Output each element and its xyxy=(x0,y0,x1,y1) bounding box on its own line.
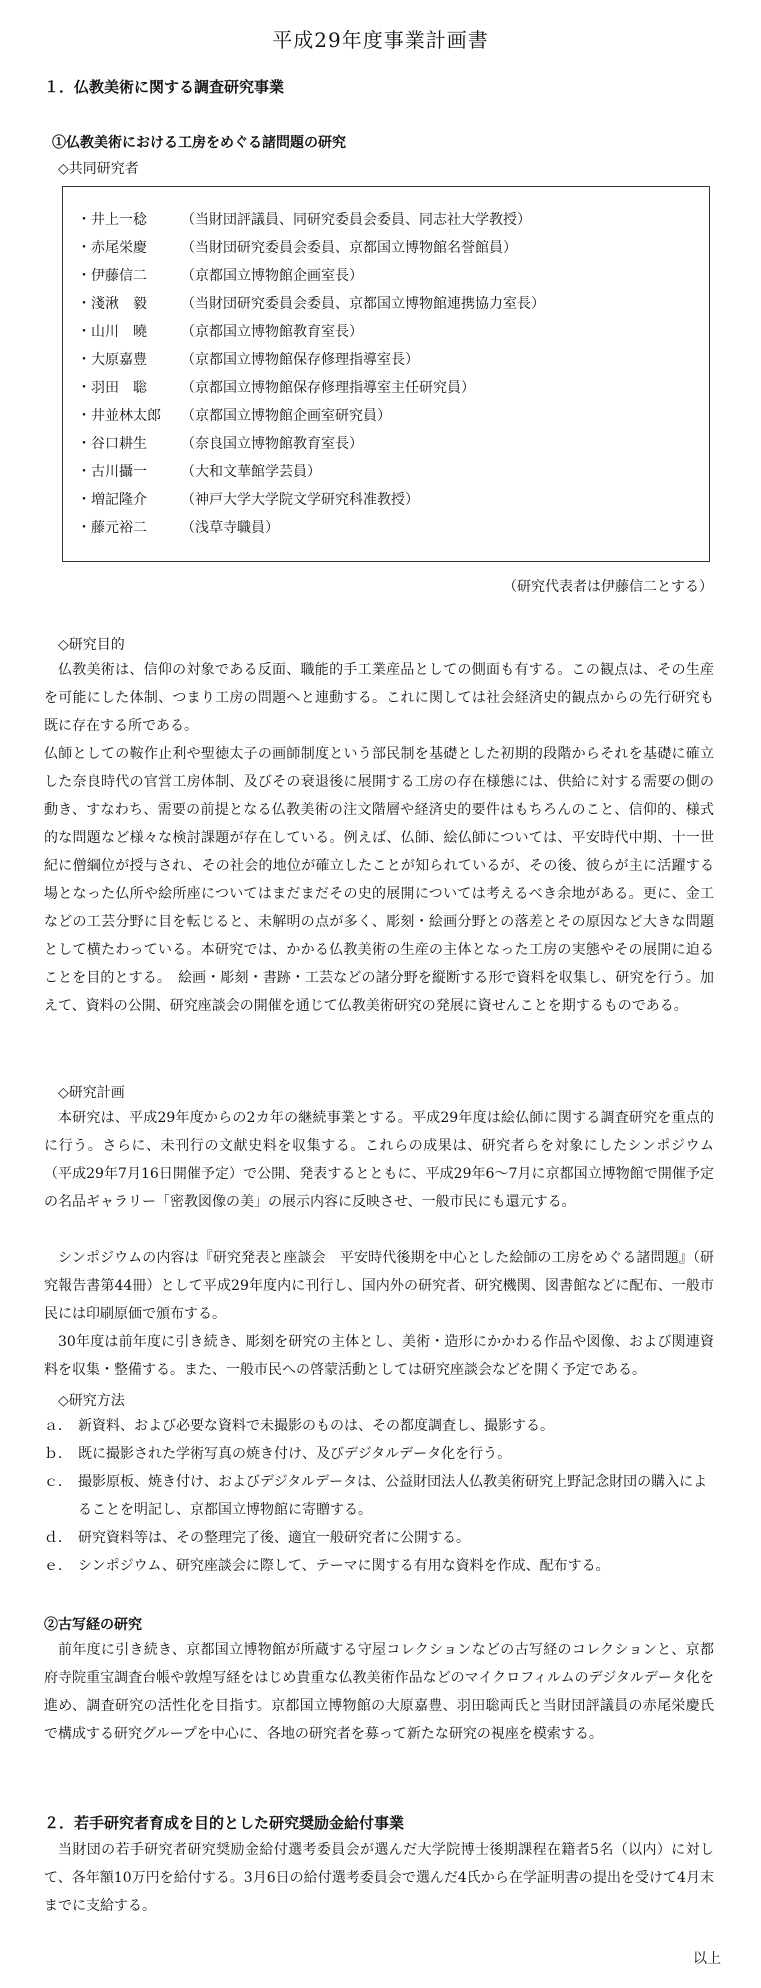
member-name: ・古川攝一 xyxy=(77,464,147,480)
member-row xyxy=(77,289,545,317)
member-row xyxy=(77,485,419,513)
subsection-2-heading: ②古写経の研究 xyxy=(44,1617,142,1633)
member-name: ・藤元裕二 xyxy=(77,520,147,536)
list-text: 研究資料等は、その整理完了後、適宜一般研究者に公開する。 xyxy=(78,1530,470,1546)
member-row xyxy=(77,429,363,457)
co-researchers-box xyxy=(62,186,710,562)
co-researchers-label: ◇共同研究者 xyxy=(58,161,139,177)
document-title: 平成29年度事業計画書 xyxy=(272,28,489,52)
plan-paragraph-2: シンポジウムの内容は『研究発表と座談会 平安時代後期を中心とした絵師の工房をめぐる諸問題』（研究報告書第44冊）として平成29年度内に刊行し、国内外の研究者、研究機関、図書館などに配布、一般市民には印刷原価で頒布する。 xyxy=(44,1250,714,1322)
member-row xyxy=(77,345,419,373)
subsection-1-heading: ①仏教美術における工房をめぐる諸問題の研究 xyxy=(52,135,346,151)
method-item-e xyxy=(44,1552,714,1580)
method-item-a xyxy=(44,1412,714,1440)
method-item-b xyxy=(44,1440,714,1468)
member-row xyxy=(77,205,531,233)
member-role: （大和文華館学芸員） xyxy=(181,464,321,480)
member-row xyxy=(77,513,279,541)
plan-paragraph-3: 30年度は前年度に引き続き、彫刻を研究の主体とし、美術・造形にかかわる作品や図像、および関連資料を収集・整備する。また、一般市民への啓蒙活動としては研究座談会などを開く予定である。 xyxy=(44,1334,714,1378)
list-marker: ｅ． xyxy=(44,1558,72,1574)
member-role: （当財団研究委員会委員、京都国立博物館連携協力室長） xyxy=(181,296,545,312)
member-row xyxy=(77,317,363,345)
representative-note: （研究代表者は伊藤信二とする） xyxy=(503,579,713,595)
grant-paragraph: 当財団の若手研究者研究奨励金給付選考委員会が選んだ大学院博士後期課程在籍者5名（以内）に対して、各年額10万円を給付する。3月6日の給付選考委員会で選んだ4氏から在学証明書の提出を受けて4月末までに支給する。 xyxy=(44,1842,714,1914)
member-role: （京都国立博物館保存修理指導室長） xyxy=(181,352,419,368)
list-marker: ｃ． xyxy=(44,1474,72,1490)
member-name: ・谷口耕生 xyxy=(77,436,147,452)
purpose-label: ◇研究目的 xyxy=(58,637,125,653)
member-row xyxy=(77,457,321,485)
member-role: （神戸大学大学院文学研究科准教授） xyxy=(181,492,419,508)
member-row xyxy=(77,373,475,401)
member-name: ・大原嘉豊 xyxy=(77,352,147,368)
member-name: ・淺湫 毅 xyxy=(77,296,147,312)
member-name: ・赤尾栄慶 xyxy=(77,240,147,256)
list-text: シンポジウム、研究座談会に際して、テーマに関する有用な資料を作成、配布する。 xyxy=(78,1558,610,1574)
method-item-d xyxy=(44,1524,714,1552)
old-sutra-paragraph: 前年度に引き続き、京都国立博物館が所蔵する守屋コレクションなどの古写経のコレクションと、京都府寺院重宝調査台帳や敦煌写経をはじめ貴重な仏教美術作品などのマイクロフィルムのデジタルデータ化を進め、調査研究の活性化を目指す。京都国立博物館の大原嘉豊、羽田聡両氏と当財団評議員の赤尾栄慶氏で構成する研究グループを中心に、各地の研究者を募って新たな研究の視座を模索する。 xyxy=(44,1642,714,1742)
method-label: ◇研究方法 xyxy=(58,1393,125,1409)
method-item-c xyxy=(44,1468,714,1524)
plan-paragraph-1: 本研究は、平成29年度からの2カ年の継続事業とする。平成29年度は絵仏師に関する調査研究を重点的に行う。さらに、未刊行の文献史料を収集する。これらの成果は、研究者らを対象にしたシンポジウム（平成29年7月16日開催予定）で公開、発表するとともに、平成29年6〜7月に京都国立博物館で開催予定の名品ギャラリー「密教図像の美」の展示内容に反映させ、一般市民にも還元する。 xyxy=(44,1110,714,1210)
member-role: （京都国立博物館企画室長） xyxy=(181,268,363,284)
member-name: ・山川 曉 xyxy=(77,324,147,340)
section-1-heading: １．仏教美術に関する調査研究事業 xyxy=(44,78,285,96)
list-text: 撮影原板、焼き付け、およびデジタルデータは、公益財団法人仏教美術研究上野記念財団の購入によることを明記し、京都国立博物館に寄贈する。 xyxy=(78,1474,708,1518)
member-name: ・増記隆介 xyxy=(77,492,147,508)
member-role: （奈良国立博物館教育室長） xyxy=(181,436,363,452)
member-role: （当財団研究委員会委員、京都国立博物館名誉館員） xyxy=(181,240,517,256)
plan-label: ◇研究計画 xyxy=(58,1085,125,1101)
closing-ijo: 以上 xyxy=(693,1951,721,1967)
purpose-paragraph-1: 仏教美術は、信仰の対象である反面、職能的手工業産品としての側面も有する。この観点は、その生産を可能にした体制、つまり工房の問題へと連動する。これに関しては社会経済史的観点からの先行研究も既に存在する所である。 xyxy=(44,662,714,734)
member-name: ・井上一稔 xyxy=(77,212,147,228)
member-role: （京都国立博物館企画室研究員） xyxy=(181,408,391,424)
member-role: （京都国立博物館教育室長） xyxy=(181,324,363,340)
section-2-heading: ２．若手研究者育成を目的とした研究奨励金給付事業 xyxy=(44,1814,405,1832)
list-text: 新資料、および必要な資料で未撮影のものは、その都度調査し、撮影する。 xyxy=(78,1418,554,1434)
member-row xyxy=(77,261,363,289)
member-name: ・羽田 聡 xyxy=(77,380,147,396)
member-role: （京都国立博物館保存修理指導室主任研究員） xyxy=(181,380,475,396)
list-text: 既に撮影された学術写真の焼き付け、及びデジタルデータ化を行う。 xyxy=(78,1446,512,1462)
member-row xyxy=(77,233,517,261)
purpose-paragraph-2: 仏師としての鞍作止利や聖徳太子の画師制度という部民制を基礎とした初期的段階からそれを基礎に確立した奈良時代の官営工房体制、及びその衰退後に展開する工房の存在様態には、供給に対する需要の側の動き、すなわち、需要の前提となる仏教美術の注文階層や経済史的要件はもちろんのこと、信仰的、様式的な問題など様々な検討課題が存在している。例えば、仏師、絵仏師については、平安時代中期、十一世紀に僧綱位が授与され、その社会的地位が確立したことが知られているが、その後、彼らが主に活躍する場となった仏所や絵所座についてはまだまだその史的展開については考えるべき余地がある。更に、金工などの工芸分野に目を転じると、未解明の点が多く、彫刻・絵画分野との落差とその原因など大きな問題として横たわっている。本研究では、かかる仏教美術の生産の主体となった工房の実態やその展開に迫ることを目的とする。 絵画・彫刻・書跡・工芸などの諸分野を縦断する形で資料を収集し、研究を行う。加えて、資料の公開、研究座談会の開催を通じて仏教美術研究の発展に資せんことを期するものである。 xyxy=(44,746,714,1014)
member-role: （当財団評議員、同研究委員会委員、同志社大学教授） xyxy=(181,212,531,228)
member-role: （浅草寺職員） xyxy=(181,520,279,536)
member-name: ・伊藤信二 xyxy=(77,268,147,284)
member-name: ・井並林太郎 xyxy=(77,408,161,424)
list-marker: ｄ． xyxy=(44,1530,72,1546)
member-row xyxy=(77,401,391,429)
list-marker: ａ． xyxy=(44,1418,72,1434)
list-marker: ｂ． xyxy=(44,1446,72,1462)
